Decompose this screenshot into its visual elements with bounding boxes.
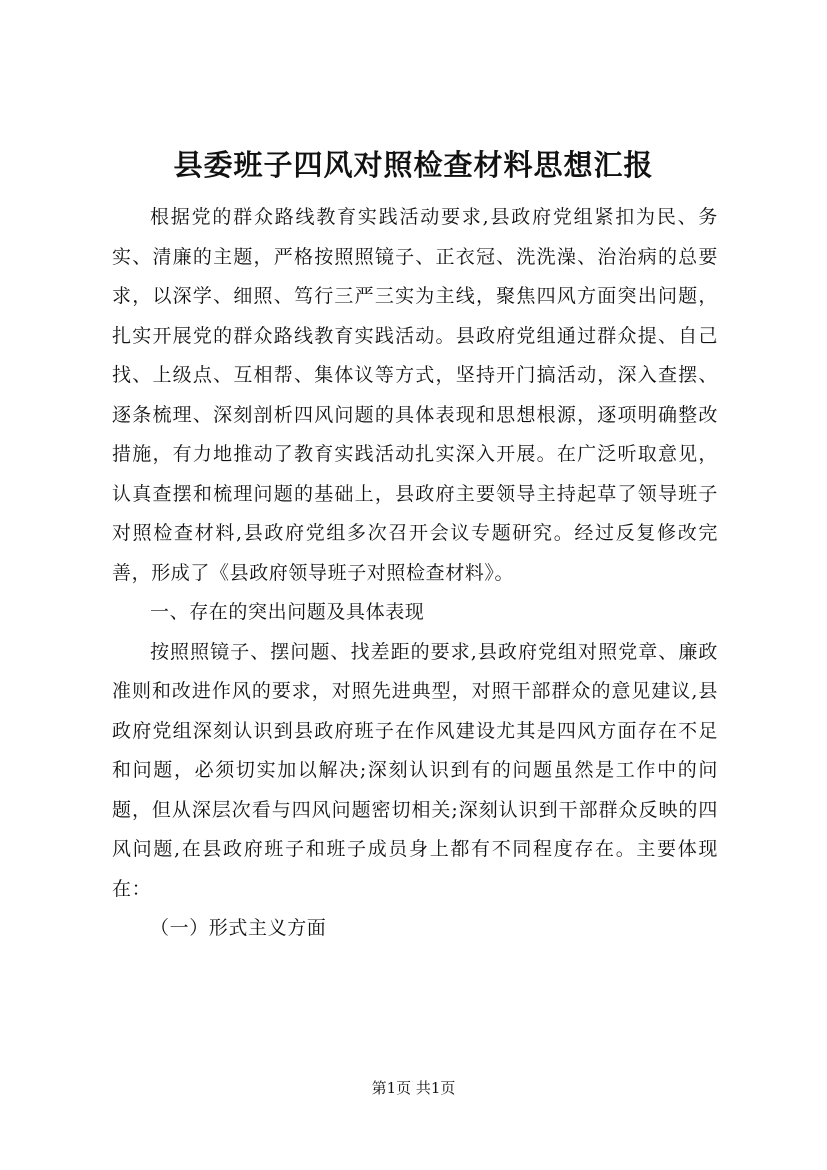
section-heading: 一、存在的突出问题及具体表现 [150, 601, 425, 623]
sub-heading: （一）形式主义方面 [150, 917, 327, 939]
document-title: 县委班子四风对照检查材料思想汇报 [173, 148, 654, 182]
page-number: 第1页 共1页 [371, 1079, 456, 1097]
document-body [112, 198, 718, 949]
paragraph-problems: 按照照镜子、摆问题、找差距的要求,县政府党组对照党章、廉政准则和改进作风的要求，对照先进典型，对照干部群众的意见建议,县政府党组深刻认识到县政府班子在作风建设尤其是四风方面存在不足和问题，必须切实加以解决;深刻认识到有的问题虽然是工作中的问题，但从深层次看与四风问题密切相关;深刻认识到干部群众反映的四风问题,在县政府班子和班子成员身上都有不同程度存在。主要体现在： [112, 640, 718, 900]
paragraph-intro: 根据党的群众路线教育实践活动要求,县政府党组紧扣为民、务实、清廉的主题，严格按照照镜子、正衣冠、洗洗澡、治治病的总要求，以深学、细照、笃行三严三实为主线，聚焦四风方面突出问题，扎实开展党的群众路线教育实践活动。县政府党组通过群众提、自己找、上级点、互相帮、集体议等方式，坚持开门搞活动，深入查摆、逐条梳理、深刻剖析四风问题的具体表现和思想根源，逐项明确整改措施，有力地推动了教育实践活动扎实深入开展。在广泛听取意见，认真查摆和梳理问题的基础上，县政府主要领导主持起草了领导班子对照检查材料,县政府党组多次召开会议专题研究。经过反复修改完善，形成了《县政府领导班子对照检查材料》。 [112, 206, 718, 584]
